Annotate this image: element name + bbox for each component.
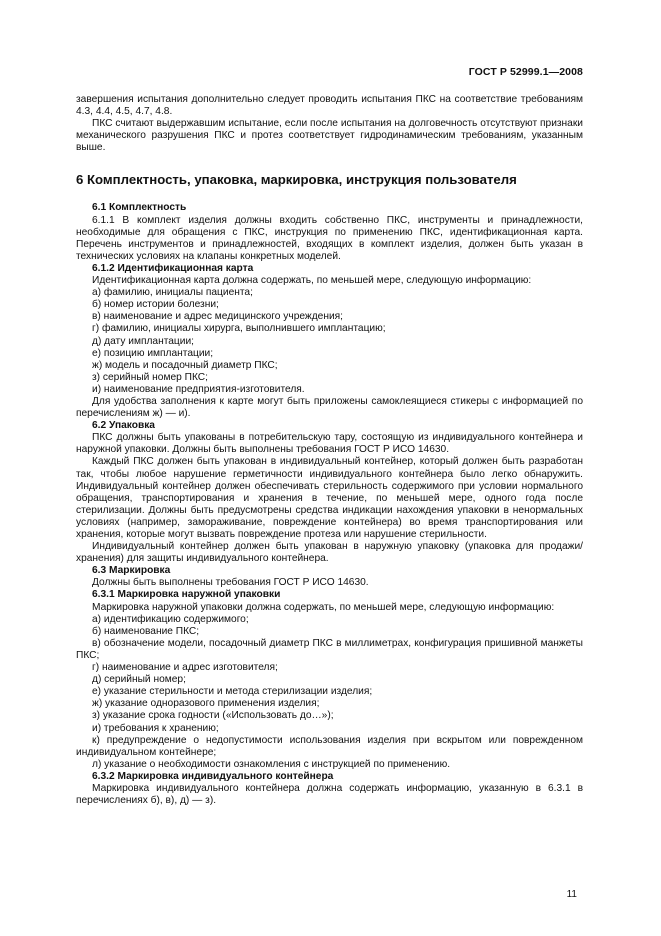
list-item: з) серийный номер ПКС;: [92, 371, 208, 383]
section-6-3-title: 6.3 Маркировка: [92, 565, 171, 577]
section-6-1-2-note: Для удобства заполнения к карте могут быть приложены самоклеящиеся стикеры с информацией по перечислениям ж) — и).: [76, 395, 583, 420]
section-6-3-1-title: 6.3.1 Маркировка наружной упаковки: [92, 589, 281, 601]
intro-paragraph-2: ПКС считают выдержавшим испытание, если после испытания на долговечность отсутствуют признаки механического разрушения ПКС и протез соответствует гидродинамическим требованиям, указанным выше.: [76, 118, 583, 154]
section-6-2-paragraph-3: Индивидуальный контейнер должен быть упакован в наружную упаковку (упаковка для продажи/хранения) для защиты индивидуального контейнера.: [76, 541, 583, 565]
list-item: г) фамилию, инициалы хирурга, выполнившего имплантацию;: [92, 323, 386, 335]
list-item: з) указание срока годности («Использовать до…»);: [92, 710, 334, 722]
list-item: и) наименование предприятия-изготовителя.: [92, 383, 305, 395]
section-6-title: 6 Комплектность, упаковка, маркировка, инструкция пользователя: [76, 172, 517, 188]
intro-paragraph-1: завершения испытания дополнительно следует проводить испытания ПКС на соответствие требованиям 4.3, 4.4, 4.5, 4.7, 4.8.: [76, 94, 583, 118]
section-6-2-paragraph-1: ПКС должны быть упакованы в потребительскую тару, состоящую из индивидуального контейнера и наружной упаковки. Должны быть выполнены требования ГОСТ Р ИСО 14630.: [76, 432, 583, 456]
list-item: в) обозначение модели, посадочный диаметр ПКС в миллиметрах, конфигурация пришивной манжеты ПКС;: [76, 637, 583, 661]
list-item: б) наименование ПКС;: [92, 625, 200, 637]
list-item: е) позицию имплантации;: [92, 347, 214, 359]
list-item: и) требования к хранению;: [92, 722, 219, 734]
document-body: [76, 94, 583, 807]
section-6-1-2-title: 6.1.2 Идентификационная карта: [92, 262, 254, 274]
section-6-3-2-text: Маркировка индивидуального контейнера должна содержать информацию, указанную в 6.3.1 в перечислениях б), в), д) — з).: [76, 782, 583, 807]
section-6-2-title: 6.2 Упаковка: [92, 420, 155, 432]
section-6-1-2-intro: Идентификационная карта должна содержать, по меньшей мере, следующую информацию:: [92, 275, 532, 287]
section-6-3-text: Должны быть выполнены требования ГОСТ Р ИСО 14630.: [92, 577, 369, 589]
list-item: б) номер истории болезни;: [92, 299, 219, 311]
list-item: д) серийный номер;: [92, 674, 186, 686]
section-6-1-1-text: 6.1.1 В комплект изделия должны входить собственно ПКС, инструменты и принадлежности, необходимые для обращения с ПКС, инструкция по применению ПКС, идентификационная карта. Перечень инструментов и принадлежностей, входящих в комплект изделия, должен быть указан в технических условиях на клапаны конкретных моделей.: [76, 214, 583, 262]
section-6-2-paragraph-2: Каждый ПКС должен быть упакован в индивидуальный контейнер, который должен быть разработан так, чтобы любое нарушение герметичности индивидуального контейнера было легко обнаружить. Индивидуальный контейнер должен обеспечивать стерильность содержимого при условии нормального обращения, транспортирования и хранения в течение, по меньшей мере, одного года после стерилизации. Должны быть предусмотрены средства индикации нахождения упаковки в ненормальных условиях (например, замораживание, повреждение контейнера) во время транспортирования или хранения, которые могут вызвать повреждение протеза или нарушение стерильности.: [76, 456, 583, 540]
section-6-3-1-intro: Маркировка наружной упаковки должна содержать, по меньшей мере, следующую информацию:: [92, 601, 555, 613]
list-item: л) указание о необходимости ознакомления с инструкцией по применению.: [92, 758, 451, 770]
list-item: а) идентификацию содержимого;: [92, 613, 249, 625]
standard-header: ГОСТ Р 52999.1—2008: [468, 66, 583, 78]
list-item: е) указание стерильности и метода стерилизации изделия;: [92, 686, 373, 698]
list-item: а) фамилию, инициалы пациента;: [92, 287, 253, 299]
section-6-3-2-title: 6.3.2 Маркировка индивидуального контейнера: [92, 770, 334, 782]
list-item: д) дату имплантации;: [92, 335, 194, 347]
list-item: г) наименование и адрес изготовителя;: [92, 662, 278, 674]
list-item: в) наименование и адрес медицинского учреждения;: [92, 311, 344, 323]
list-item: ж) модель и посадочный диаметр ПКС;: [92, 359, 278, 371]
section-6-1-title: 6.1 Комплектность: [92, 202, 187, 214]
list-item: к) предупреждение о недопустимости использования изделия при вскрытом или поврежденном индивидуальном контейнере;: [76, 734, 583, 758]
list-item: ж) указание одноразового применения изделия;: [92, 698, 320, 710]
page-number: 11: [566, 889, 577, 900]
